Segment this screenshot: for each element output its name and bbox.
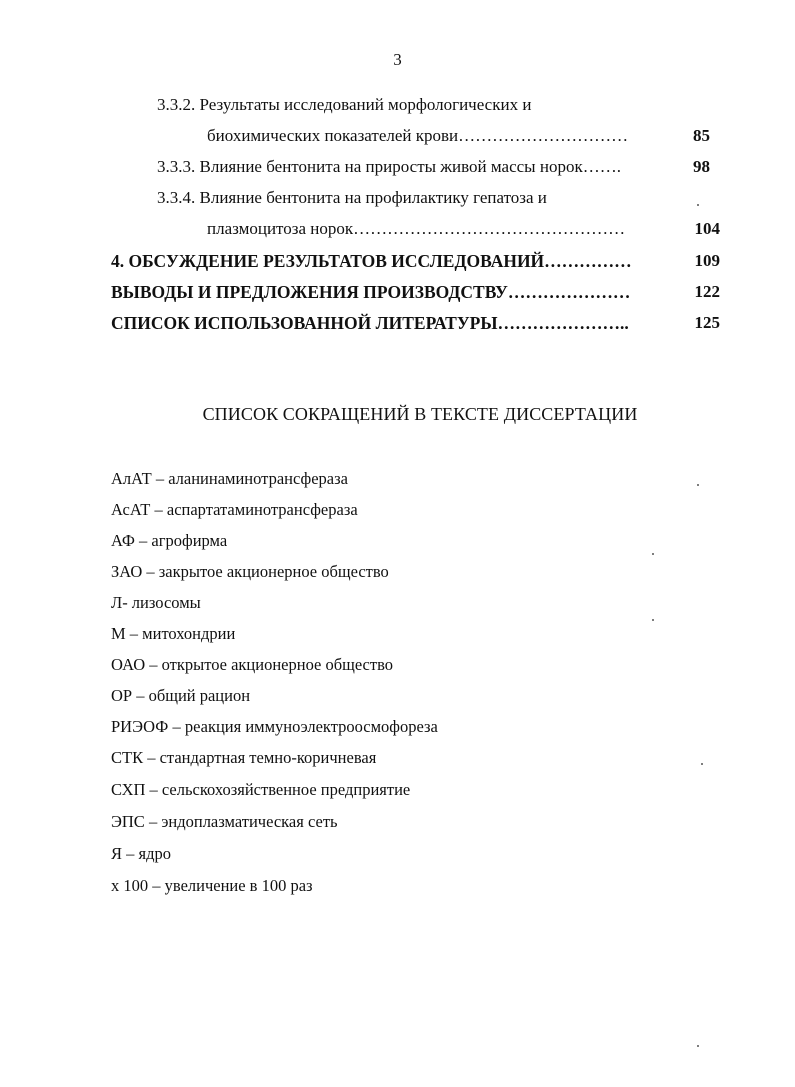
abbreviation-item: М – митохондрии [111,624,236,643]
abbreviations-section-title: СПИСОК СОКРАЩЕНИЙ В ТЕКСТЕ ДИССЕРТАЦИИ [202,404,638,424]
toc-entry-text: ВЫВОДЫ И ПРЕДЛОЖЕНИЯ ПРОИЗВОДСТВУ………………… [111,282,631,302]
abbreviation-item: ОАО – открытое акционерное общество [111,655,394,674]
toc-entry-text: 3.3.2. Результаты исследований морфологических и [157,95,532,114]
toc-entry-page: 109 [694,251,720,270]
toc-entry-text: плазмоцитоза норок………………………………………… [207,219,626,238]
abbreviation-item: АсАТ – аспартатаминотрансфераза [111,500,358,519]
abbreviation-item: ЗАО – закрытое акционерное общество [111,562,389,581]
abbreviation-item: АФ – агрофирма [111,531,228,550]
abbreviation-item: Я – ядро [111,844,171,863]
abbreviation-item: РИЭОФ – реакция иммуноэлектроосмофореза [111,717,438,736]
abbreviation-item: х 100 – увеличение в 100 раз [111,876,313,895]
toc-entry-text: СПИСОК ИСПОЛЬЗОВАННОЙ ЛИТЕРАТУРЫ………………….. [111,313,629,333]
toc-entry-page: 125 [694,313,720,332]
abbreviation-item: Л- лизосомы [111,593,201,612]
toc-entry-page: 104 [694,219,720,238]
abbreviation-item: ОР – общий рацион [111,686,251,705]
toc-entry-text: 3.3.3. Влияние бентонита на приросты живой массы норок……. [157,157,621,176]
abbreviation-item: СХП – сельскохозяйственное предприятие [111,780,411,799]
toc-entry-page: 122 [694,282,720,301]
scan-speck [701,763,703,765]
abbreviation-item: АлАТ – аланинаминотрансфераза [111,469,348,488]
toc-entry-text: 3.3.4. Влияние бентонита на профилактику гепатоза и [157,188,547,207]
scan-speck [697,484,699,486]
toc-entry-text: биохимических показателей крови………………………… [207,126,629,145]
scan-speck [697,1045,699,1047]
toc-entry-text: 4. ОБСУЖДЕНИЕ РЕЗУЛЬТАТОВ ИССЛЕДОВАНИЙ…………… [111,251,632,271]
toc-entry-page: 85 [693,126,710,145]
scan-speck [652,553,654,555]
scan-speck [697,204,699,206]
scan-speck [652,619,654,621]
toc-entry-page: 98 [693,157,710,176]
abbreviation-item: ЭПС – эндоплазматическая сеть [111,812,338,831]
abbreviation-item: СТК – стандартная темно-коричневая [111,748,377,767]
page-number: 3 [393,50,402,69]
